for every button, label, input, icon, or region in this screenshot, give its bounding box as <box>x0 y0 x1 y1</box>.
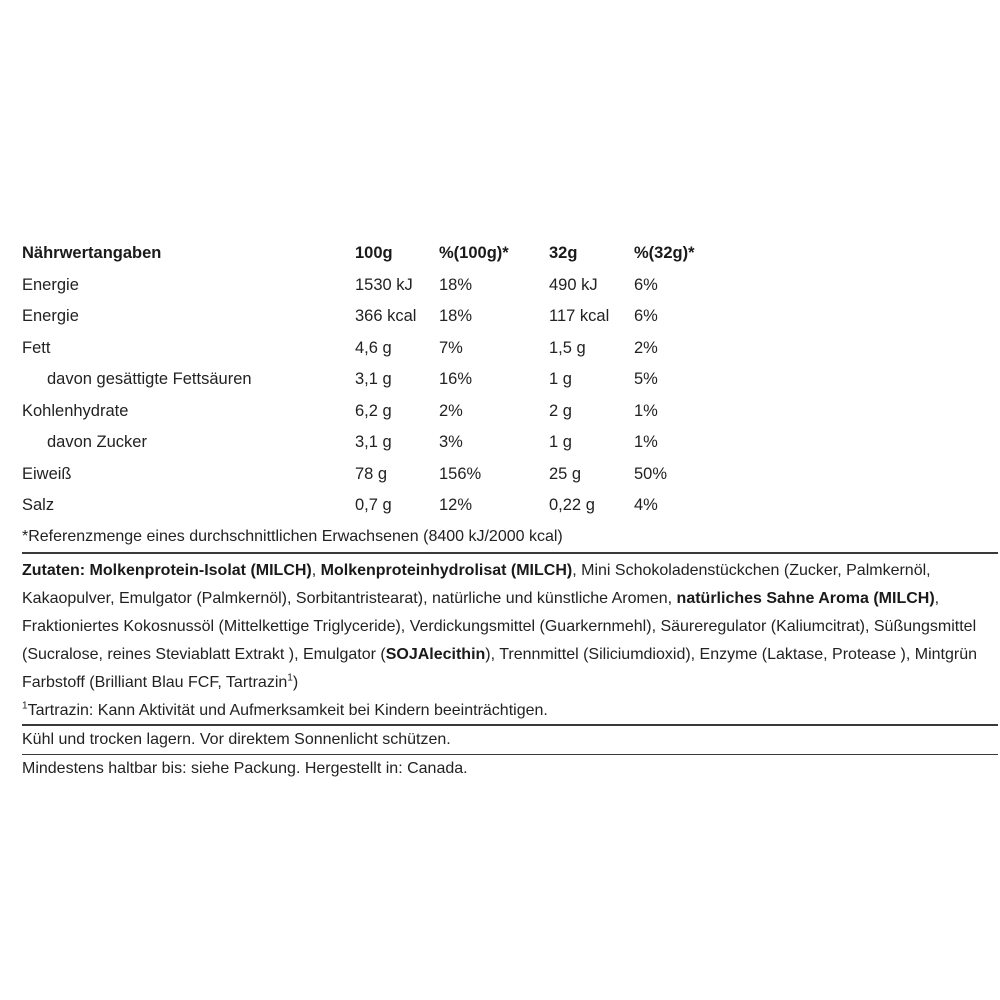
nutrient-label: Energie <box>22 275 79 294</box>
nutrition-row <box>22 270 724 302</box>
header-per-32g: 32g <box>549 244 578 263</box>
percent-100g: 18% <box>439 275 473 294</box>
shelf-life-origin: Mindestens haltbar bis: siehe Packung. Hergestellt in: Canada. <box>22 759 468 777</box>
header-percent-32g: %(32g)* <box>634 244 695 263</box>
footnote-text: Tartrazin: Kann Aktivität und Aufmerksamkeit bei Kindern beeinträchtigen. <box>27 701 548 719</box>
nutrition-table <box>22 238 724 522</box>
value-100g: 366 kcal <box>355 307 417 326</box>
nutrition-rows <box>22 270 724 522</box>
value-100g: 6,2 g <box>355 401 392 420</box>
value-32g: 117 kcal <box>549 307 610 326</box>
nutrient-label: davon Zucker <box>47 433 147 452</box>
footnote <box>22 698 998 724</box>
reference-note: *Referenzmenge eines durchschnittlichen Erwachsenen (8400 kJ/2000 kcal) <box>22 527 563 545</box>
nutrient-label: Salz <box>22 496 55 515</box>
header-per-100g: 100g <box>355 244 393 263</box>
nutrient-label: Fett <box>22 338 51 357</box>
nutrition-row <box>22 333 724 365</box>
percent-100g: 16% <box>439 370 473 389</box>
value-100g: 3,1 g <box>355 370 392 389</box>
ingredient-highlight: natürliches Sahne Aroma (MILCH) <box>676 589 935 607</box>
ingredient-text: , Mini Schokoladenstückchen (Zucker, Palmkernöl, Kakaopulver, Emulgator (Palmkernöl), Sorbitantristearat), natürliche und künstliche Aromen, <box>22 561 931 607</box>
value-32g: 1 g <box>549 433 572 452</box>
value-100g: 3,1 g <box>355 433 392 452</box>
percent-100g: 7% <box>439 338 463 357</box>
percent-100g: 156% <box>439 464 482 483</box>
nutrient-label: Eiweiß <box>22 464 72 483</box>
percent-32g: 6% <box>634 275 658 294</box>
nutrient-label: Energie <box>22 307 79 326</box>
percent-32g: 6% <box>634 307 658 326</box>
percent-100g: 2% <box>439 401 463 420</box>
percent-100g: 3% <box>439 433 463 452</box>
nutrition-row <box>22 364 724 396</box>
percent-32g: 2% <box>634 338 658 357</box>
percent-100g: 18% <box>439 307 473 326</box>
value-32g: 1,5 g <box>549 338 586 357</box>
ingredient-text: ) <box>292 674 299 692</box>
nutrition-header-row <box>22 238 724 270</box>
nutrition-row <box>22 459 724 491</box>
nutrient-label: davon gesättigte Fettsäuren <box>47 370 252 389</box>
value-32g: 25 g <box>549 464 582 483</box>
value-100g: 1530 kJ <box>355 275 413 294</box>
percent-32g: 1% <box>634 433 658 452</box>
percent-32g: 4% <box>634 496 658 515</box>
value-32g: 2 g <box>549 401 572 420</box>
nutrition-row <box>22 427 724 459</box>
value-100g: 4,6 g <box>355 338 392 357</box>
percent-32g: 1% <box>634 401 658 420</box>
ingredient-highlight: Zutaten: <box>22 561 90 579</box>
value-32g: 490 kJ <box>549 275 598 294</box>
value-100g: 0,7 g <box>355 496 392 515</box>
footnote-ref: 1 <box>287 672 293 684</box>
header-nutrients: Nährwertangaben <box>22 244 162 263</box>
ingredient-highlight: SOJAlecithin <box>385 646 486 664</box>
ingredient-highlight: Molkenprotein-Isolat (MILCH) <box>89 561 312 579</box>
ingredient-text: , Fraktioniertes Kokosnussöl (Mittelkettige Triglyceride), Verdickungsmittel (Guarkernmehl), Säureregulator (Kaliumcitrat), Süßungsmittel (Sucralose, reines Steviablatt Extrakt ), Emulgator ( <box>22 589 977 664</box>
nutrition-row <box>22 490 724 522</box>
value-100g: 78 g <box>355 464 388 483</box>
percent-32g: 5% <box>634 370 658 389</box>
nutrient-label: Kohlenhydrate <box>22 401 129 420</box>
ingredient-text: ), Trennmittel (Siliciumdioxid), Enzyme (Laktase, Protease ), Mintgrün Farbstoff (Brilliant Blau FCF, Tartrazin <box>22 646 978 692</box>
value-32g: 0,22 g <box>549 496 595 515</box>
nutrition-label-document <box>22 238 998 783</box>
footnote-mark: 1 <box>22 700 28 712</box>
percent-32g: 50% <box>634 464 668 483</box>
storage-instructions: Kühl und trocken lagern. Vor direktem Sonnenlicht schützen. <box>22 730 451 748</box>
value-32g: 1 g <box>549 370 572 389</box>
ingredient-highlight: Molkenproteinhydrolisat (MILCH) <box>320 561 573 579</box>
nutrition-row <box>22 396 724 428</box>
ingredient-text: , <box>311 561 321 579</box>
header-percent-100g: %(100g)* <box>439 244 509 263</box>
ingredients-text <box>22 554 998 698</box>
nutrition-row <box>22 301 724 333</box>
percent-100g: 12% <box>439 496 473 515</box>
